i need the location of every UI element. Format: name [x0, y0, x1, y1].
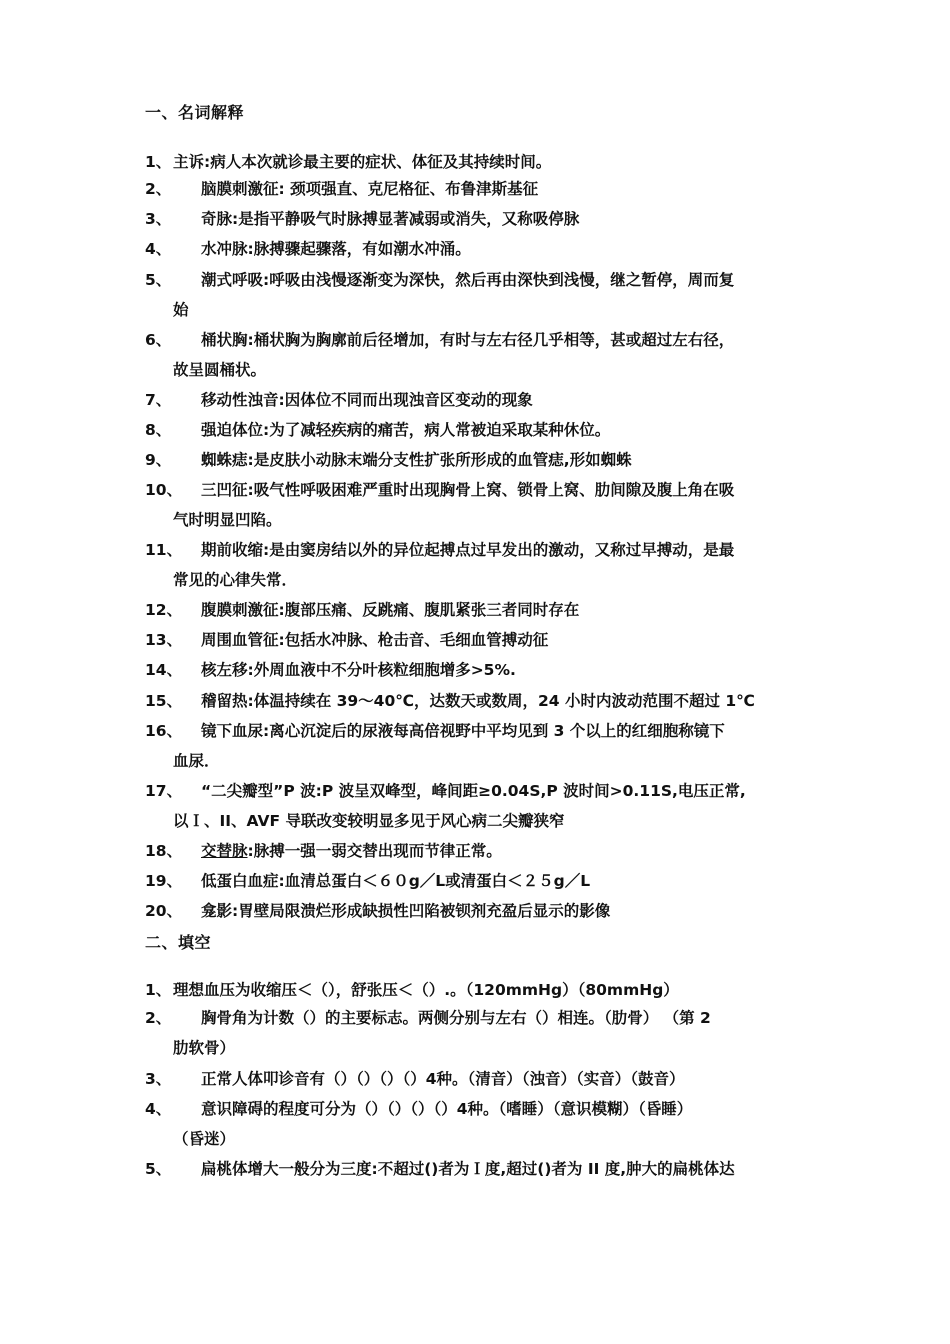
item-number: 4、 [145, 1100, 172, 1118]
item-number: 4、 [145, 240, 172, 258]
item-text: 扁桃体增大一般分为三度:不超过()者为Ｉ度,超过()者为 II 度,肿大的扁桃体达 [201, 1160, 735, 1178]
item-text: 奇脉:是指平静吸气时脉搏显著减弱或消失，又称吸停脉 [201, 210, 580, 228]
item-number: 8、 [145, 421, 172, 439]
item-text: 强迫体位:为了减轻疾病的痛苦，病人常被迫采取某种休位。 [201, 421, 611, 439]
item-text: 桶状胸:桶状胸为胸廓前后径增加，有时与左右径几乎相等，甚或超过左右径， [201, 331, 735, 349]
item-number: 1、 [145, 153, 172, 171]
item-number: 3、 [145, 210, 172, 228]
item-text-continuation: 以Ｉ、II、AVF 导联改变较明显多见于风心病二尖瓣狭窄 [173, 812, 565, 830]
item-text: 胸骨角为计数（）的主要标志。两侧分别与左右（）相连。（肋骨） （第 2 [201, 1009, 711, 1027]
list-item [145, 655, 835, 685]
list-item [145, 836, 835, 866]
item-number: 7、 [145, 391, 172, 409]
item-number: 16、 [145, 722, 183, 740]
list-item [145, 535, 835, 595]
item-text: 正常人体叩诊音有（）（）（）（）4种。（清音）（浊音）（实音）（鼓音） [201, 1070, 685, 1088]
item-text: 核左移:外周血液中不分叶核粒细胞增多>5%. [201, 661, 516, 679]
item-text: 稽留热:体温持续在 39～40℃，达数天或数周，24 小时内波动范围不超过 1℃ [201, 692, 755, 710]
item-number: 2、 [145, 180, 172, 198]
list-item [145, 896, 835, 926]
item-number: 2、 [145, 1009, 172, 1027]
item-number: 17、 [145, 782, 183, 800]
item-text: 周围血管征:包括水冲脉、枪击音、毛细血管搏动征 [201, 631, 549, 649]
item-text: 蜘蛛痣:是皮肤小动脉末端分支性扩张所形成的血管痣,形如蜘蛛 [201, 451, 632, 469]
list-item [145, 325, 835, 385]
item-number: 15、 [145, 692, 183, 710]
item-text: 脑膜刺激征: 颈项强直、克尼格征、布鲁津斯基征 [201, 180, 539, 198]
item-number: 11、 [145, 541, 183, 559]
list-item [145, 204, 835, 234]
list-item [145, 445, 835, 475]
list-item [145, 415, 835, 445]
item-number: 10、 [145, 481, 183, 499]
item-text: 龛影:胃壁局限溃烂形成缺损性凹陷被钡剂充盈后显示的影像 [201, 902, 611, 920]
list-item [145, 1003, 835, 1063]
item-text: 移动性浊音:因体位不同而出现浊音区变动的现象 [201, 391, 533, 409]
list-item [145, 716, 835, 776]
item-text: 水冲脉:脉搏骤起骤落，有如潮水冲涌。 [201, 240, 471, 258]
list-item [145, 1064, 835, 1094]
item-text-continuation: 血尿． [173, 752, 220, 770]
item-text: 腹膜刺激征:腹部压痛、反跳痛、腹肌紧张三者同时存在 [201, 601, 580, 619]
item-text: 期前收缩:是由窦房结以外的异位起搏点过早发出的激动，又称过早搏动，是最 [201, 541, 735, 559]
list-item [145, 234, 835, 264]
item-text: 理想血压为收缩压＜（），舒张压＜（）.。（120mmHg）（80mmHg） [173, 981, 679, 999]
list-item [145, 265, 835, 325]
list-item [145, 595, 835, 625]
item-number: 19、 [145, 872, 183, 890]
item-number: 20、 [145, 902, 183, 920]
list-item [145, 147, 835, 177]
item-text: 低蛋白血症:血清总蛋白＜６０g／L或清蛋白＜２５g／L [201, 872, 591, 890]
item-number: 5、 [145, 271, 172, 289]
item-text-continuation: 故呈圆桶状。 [173, 361, 267, 379]
item-number: 14、 [145, 661, 183, 679]
item-text: 镜下血尿:离心沉淀后的尿液每高倍视野中平均见到 3 个以上的红细胞称镜下 [201, 722, 725, 740]
item-number: 1、 [145, 981, 172, 999]
item-text-continuation: 气时明显凹陷。 [173, 511, 282, 529]
list-item [145, 1154, 835, 1184]
list-item [145, 1094, 835, 1154]
item-text: 主诉:病人本次就诊最主要的症状、体征及其持续时间。 [173, 153, 552, 171]
item-number: 5、 [145, 1160, 172, 1178]
section-title-definitions: 一、名词解释 [145, 103, 245, 122]
item-text: 潮式呼吸:呼吸由浅慢逐渐变为深快，然后再由深快到浅慢，继之暂停，周而复 [201, 271, 735, 289]
item-text-continuation: （昏迷） [173, 1130, 236, 1148]
item-text-continuation: 肋软骨） [173, 1039, 236, 1057]
list-item [145, 866, 835, 896]
item-number: 18、 [145, 842, 183, 860]
item-number: 13、 [145, 631, 183, 649]
list-item [145, 686, 835, 716]
item-term-underlined: 交替脉 [201, 842, 248, 860]
list-item [145, 385, 835, 415]
list-item [145, 776, 835, 836]
item-number: 9、 [145, 451, 172, 469]
item-text: :脉搏一强一弱交替出现而节律正常。 [247, 842, 502, 860]
item-number: 3、 [145, 1070, 172, 1088]
item-text: 三凹征:吸气性呼吸困难严重时出现胸骨上窝、锁骨上窝、肋间隙及腹上角在吸 [201, 481, 735, 499]
list-item [145, 475, 835, 535]
item-text-continuation: 常见的心律失常． [173, 571, 298, 589]
list-item [145, 174, 835, 204]
section-title-fill-in: 二、填空 [145, 933, 212, 952]
list-item [145, 625, 835, 655]
item-text: 意识障碍的程度可分为（）（）（）（）4种。（嗜睡）（意识模糊）（昏睡） [201, 1100, 693, 1118]
list-item [145, 975, 835, 1005]
item-text-continuation: 始 [173, 301, 189, 319]
item-number: 12、 [145, 601, 183, 619]
item-text: “二尖瓣型”P 波:P 波呈双峰型，峰间距≥0.04S,P 波时间>0.11S,电压正常, [201, 782, 746, 800]
item-number: 6、 [145, 331, 172, 349]
